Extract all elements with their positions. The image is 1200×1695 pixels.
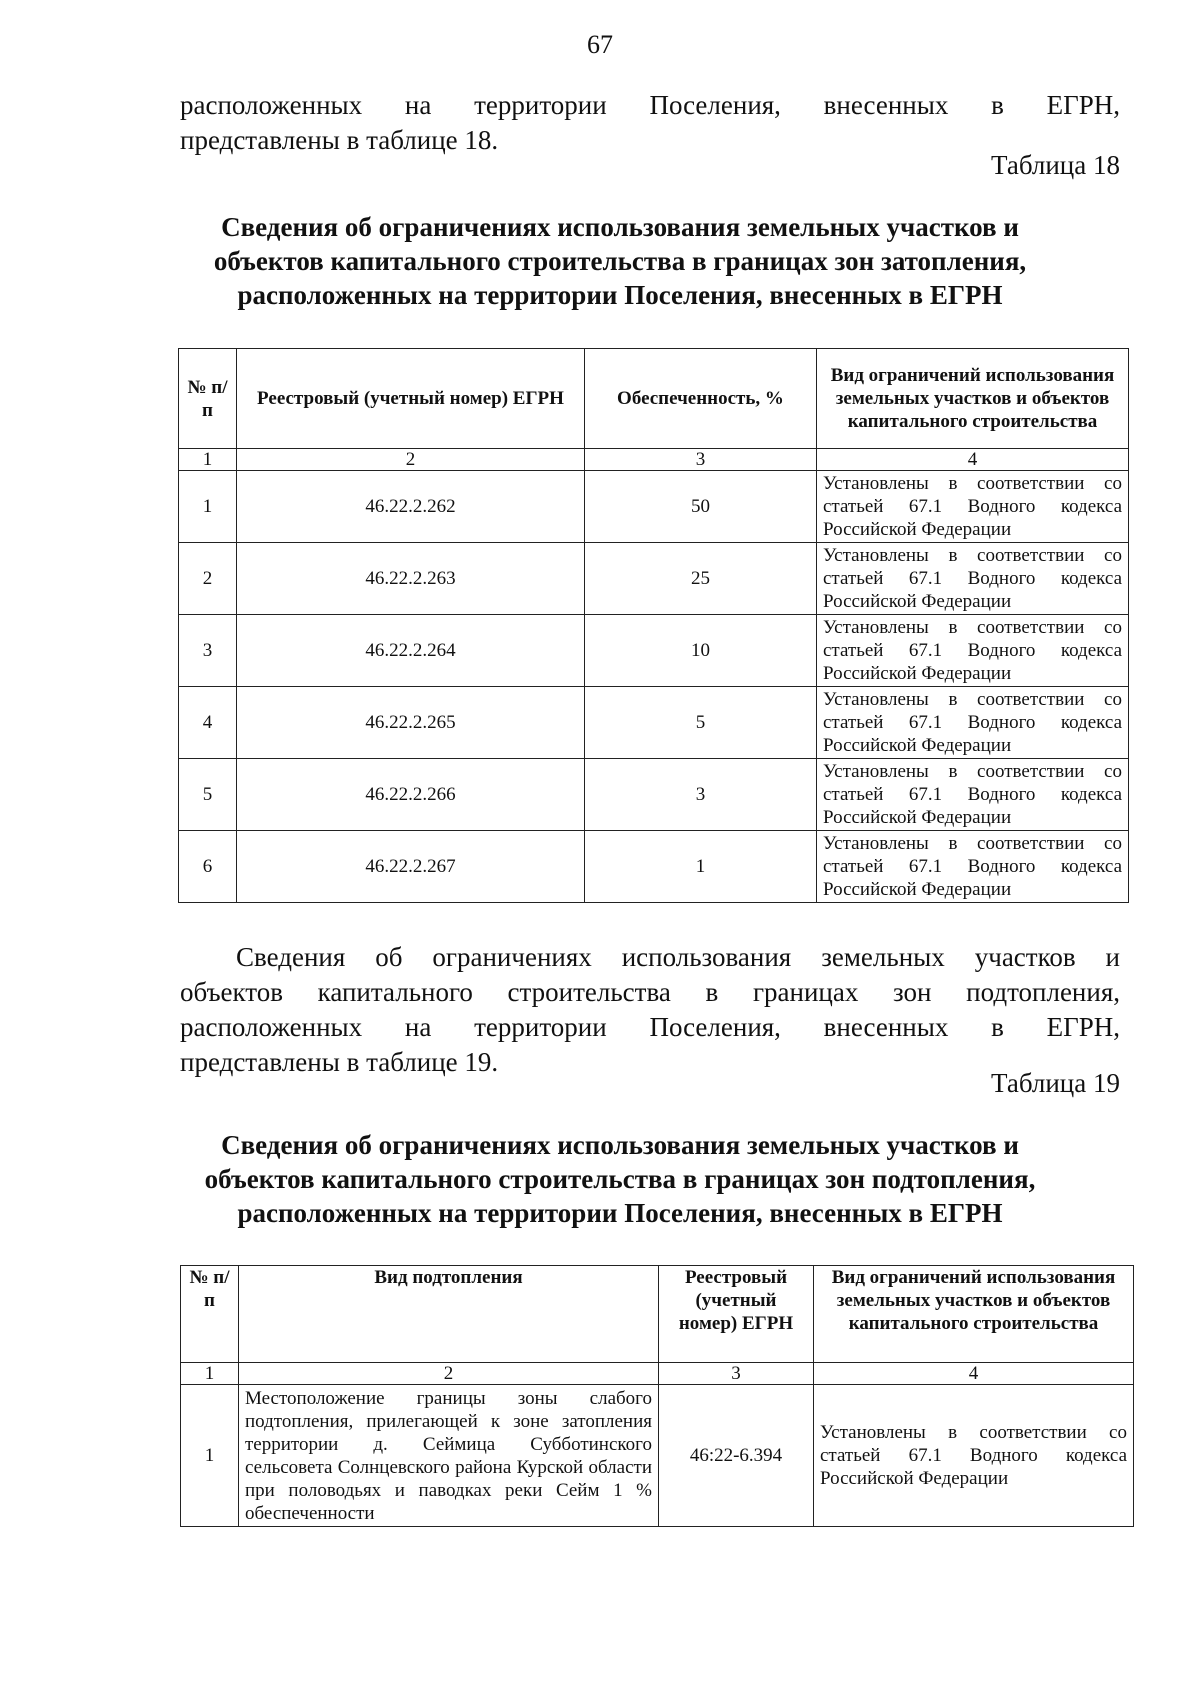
cell-restriction-type: Установлены в соответствии со статьей 67.1 Водного кодекса Российской Федерации xyxy=(814,1385,1134,1527)
cell-restriction-type: Установлены в соответствии со статьей 67.1 Водного кодекса Российской Федерации xyxy=(817,543,1129,615)
title-line: Сведения об ограничениях использования земельных участков и xyxy=(221,1130,1019,1160)
table-row xyxy=(179,543,1129,615)
paragraph-line: объектов капитального строительства в границах зон подтопления, xyxy=(180,977,1120,1007)
page-number: 67 xyxy=(587,30,613,59)
table-row xyxy=(181,1385,1134,1527)
cell-supply: 10 xyxy=(585,615,817,687)
cell-registry-number: 46:22-6.394 xyxy=(659,1385,814,1527)
cell-registry-number: 46.22.2.266 xyxy=(237,759,585,831)
cell-supply: 1 xyxy=(585,831,817,903)
column-number: 4 xyxy=(817,449,1129,471)
cell-num: 1 xyxy=(181,1385,239,1527)
table-row xyxy=(179,759,1129,831)
column-number: 3 xyxy=(659,1363,814,1385)
title-line: объектов капитального строительства в границах зон подтопления, xyxy=(204,1164,1036,1194)
paragraph-line: расположенных на территории Поселения, внесенных в ЕГРН, xyxy=(180,1012,1120,1042)
cell-supply: 5 xyxy=(585,687,817,759)
title-line: расположенных на территории Поселения, внесенных в ЕГРН xyxy=(237,280,1003,310)
flooding-paragraph xyxy=(180,940,1120,1080)
table-19-label: Таблица 19 xyxy=(991,1068,1120,1098)
header-restriction-type: Вид ограничений использования земельных участков и объектов капитального строительства xyxy=(814,1266,1134,1363)
column-number: 4 xyxy=(814,1363,1134,1385)
cell-restriction-type: Установлены в соответствии со статьей 67.1 Водного кодекса Российской Федерации xyxy=(817,615,1129,687)
paragraph-line: Сведения об ограничениях использования земельных участков и xyxy=(236,942,1120,972)
table-19 xyxy=(180,1265,1134,1527)
paragraph-line: представлены в таблице 18. xyxy=(180,125,499,155)
cell-registry-number: 46.22.2.265 xyxy=(237,687,585,759)
table-18-label: Таблица 18 xyxy=(991,150,1120,180)
cell-registry-number: 46.22.2.264 xyxy=(237,615,585,687)
table-18-title xyxy=(150,210,1090,312)
column-number-row xyxy=(179,449,1129,471)
header-registry-number: Реестровый (учетный номер) ЕГРН xyxy=(237,349,585,449)
cell-restriction-type: Установлены в соответствии со статьей 67.1 Водного кодекса Российской Федерации xyxy=(817,471,1129,543)
cell-supply: 25 xyxy=(585,543,817,615)
cell-num: 1 xyxy=(179,471,237,543)
column-number: 1 xyxy=(181,1363,239,1385)
table-row xyxy=(179,687,1129,759)
cell-flooding-type: Местоположение границы зоны слабого подтопления, прилегающей к зоне затопления территории д. Сеймица Субботинского сельсовета Солнцевского района Курской области при половодьях и паводках реки Сейм 1 % обеспеченности xyxy=(239,1385,659,1527)
paragraph-line: представлены в таблице 19. xyxy=(180,1047,499,1077)
header-flooding-type: Вид подтопления xyxy=(239,1266,659,1363)
table-header-row xyxy=(179,349,1129,449)
column-number: 2 xyxy=(237,449,585,471)
cell-num: 2 xyxy=(179,543,237,615)
cell-restriction-type: Установлены в соответствии со статьей 67.1 Водного кодекса Российской Федерации xyxy=(817,831,1129,903)
cell-registry-number: 46.22.2.267 xyxy=(237,831,585,903)
table-row xyxy=(179,831,1129,903)
cell-supply: 3 xyxy=(585,759,817,831)
column-number: 3 xyxy=(585,449,817,471)
cell-num: 3 xyxy=(179,615,237,687)
header-supply: Обеспеченность, % xyxy=(585,349,817,449)
header-registry-number: Реестровый (учетный номер) ЕГРН xyxy=(659,1266,814,1363)
column-number-row xyxy=(181,1363,1134,1385)
cell-restriction-type: Установлены в соответствии со статьей 67.1 Водного кодекса Российской Федерации xyxy=(817,687,1129,759)
table-row xyxy=(179,615,1129,687)
cell-supply: 50 xyxy=(585,471,817,543)
table-header-row xyxy=(181,1266,1134,1363)
title-line: расположенных на территории Поселения, внесенных в ЕГРН xyxy=(237,1198,1003,1228)
title-line: объектов капитального строительства в границах зон затопления, xyxy=(213,246,1027,276)
cell-num: 6 xyxy=(179,831,237,903)
intro-paragraph xyxy=(180,88,1120,158)
column-number: 1 xyxy=(179,449,237,471)
cell-registry-number: 46.22.2.263 xyxy=(237,543,585,615)
paragraph-line: расположенных на территории Поселения, внесенных в ЕГРН, xyxy=(180,90,1120,120)
table-row xyxy=(179,471,1129,543)
table-18 xyxy=(178,348,1129,903)
table-19-title xyxy=(150,1128,1090,1230)
cell-num: 4 xyxy=(179,687,237,759)
title-line: Сведения об ограничениях использования земельных участков и xyxy=(221,212,1019,242)
cell-registry-number: 46.22.2.262 xyxy=(237,471,585,543)
header-num: № п/п xyxy=(179,349,237,449)
header-restriction-type: Вид ограничений использования земельных участков и объектов капитального строительства xyxy=(817,349,1129,449)
cell-num: 5 xyxy=(179,759,237,831)
cell-restriction-type: Установлены в соответствии со статьей 67.1 Водного кодекса Российской Федерации xyxy=(817,759,1129,831)
header-num: № п/п xyxy=(181,1266,239,1363)
column-number: 2 xyxy=(239,1363,659,1385)
